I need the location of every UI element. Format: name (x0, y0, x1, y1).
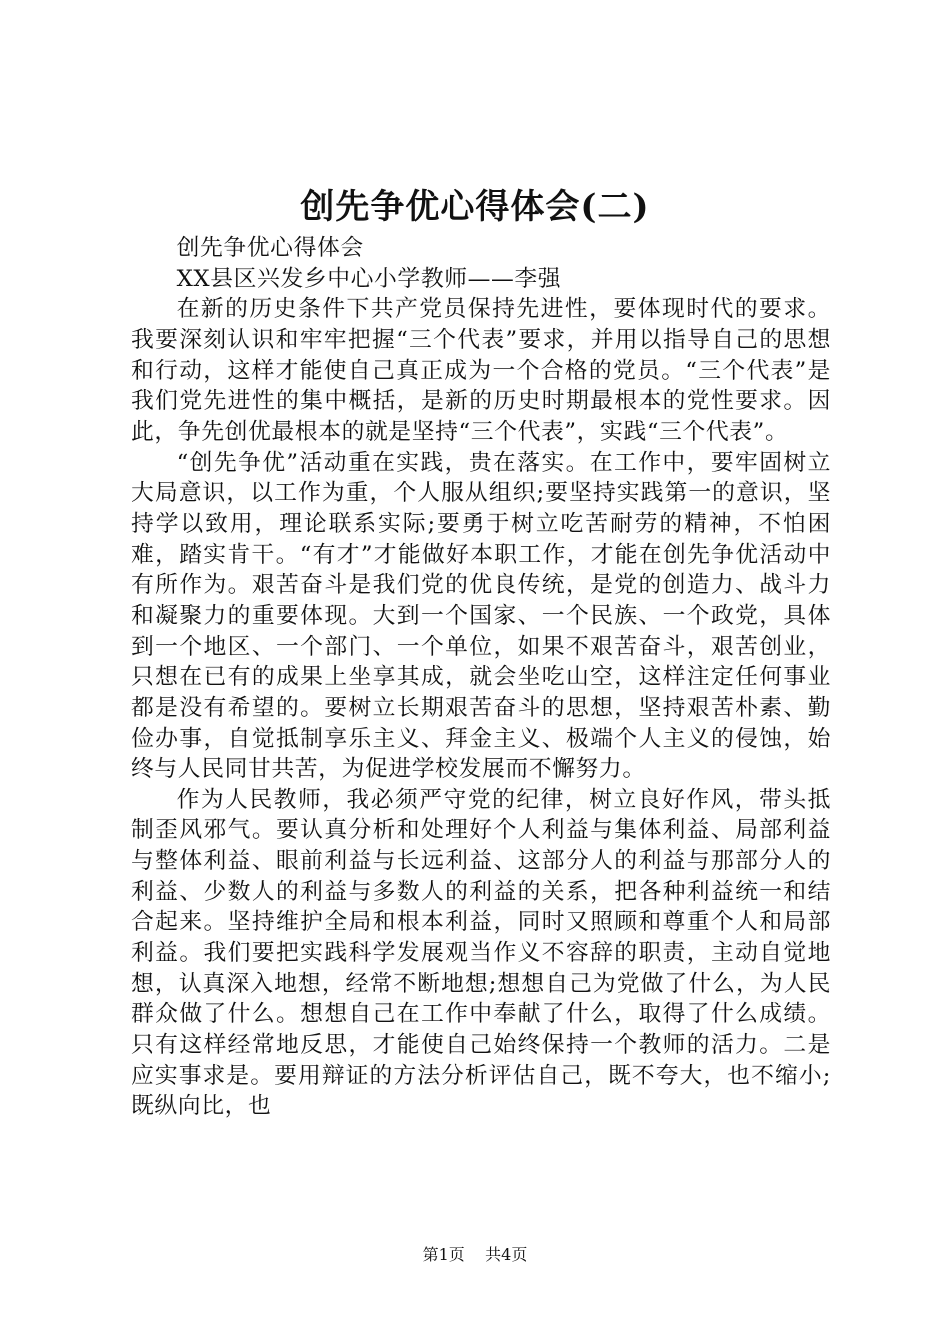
author-line: XX县区兴发乡中心小学教师——李强 (176, 265, 562, 292)
paragraph-1: 在新的历史条件下共产党员保持先进性，要体现时代的要求。我要深刻认识和牢牢把握“三个代表”要求，并用以指导自己的思想和行动，这样才能使自己真正成为一个合格的党员。“三个代表”是我们党先进性的集中概括，是新的历史时期最根本的党性要求。因此，争先创优最根本的就是坚持“三个代表”，实践“三个代表”。 (131, 296, 831, 445)
page-footer (0, 1244, 950, 1266)
subtitle-line: 创先争优心得体会 (176, 235, 364, 261)
document-body (131, 233, 831, 1122)
document-title: 创先争优心得体会(二) (300, 187, 650, 227)
page-number: 第1页 (422, 1245, 465, 1264)
page-total: 共4页 (485, 1245, 528, 1264)
paragraph-3: 作为人民教师，我必须严守党的纪律，树立良好作风，带头抵制歪风邪气。要认真分析和处理好个人利益与集体利益、局部利益与整体利益、眼前利益与长远利益、这部分人的利益与那部分人的利益、少数人的利益与多数人的利益的关系，把各种利益统一和结合起来。坚持维护全局和根本利益，同时又照顾和尊重个人和局部利益。我们要把实践科学发展观当作义不容辞的职责，主动自觉地想，认真深入地想，经常不断地想;想想自己为党做了什么，为人民群众做了什么。想想自己在工作中奉献了什么，取得了什么成绩。只有这样经常地反思，才能使自己始终保持一个教师的活力。二是应实事求是。要用辩证的方法分析评估自己，既不夸大，也不缩小;既纵向比，也 (131, 786, 831, 1120)
paragraph-2: “创先争优”活动重在实践，贵在落实。在工作中，要牢固树立大局意识，以工作为重，个人服从组织;要坚持实践第一的意识，坚持学以致用，理论联系实际;要勇于树立吃苦耐劳的精神，不怕困难，踏实肯干。“有才”才能做好本职工作，才能在创先争优活动中有所作为。艰苦奋斗是我们党的优良传统，是党的创造力、战斗力和凝聚力的重要体现。大到一个国家、一个民族、一个政党，具体到一个地区、一个部门、一个单位，如果不艰苦奋斗，艰苦创业，只想在已有的成果上坐享其成，就会坐吃山空，这样注定任何事业都是没有希望的。要树立长期艰苦奋斗的思想，坚持艰苦朴素、勤俭办事，自觉抵制享乐主义、拜金主义、极端个人主义的侵蚀，始终与人民同甘共苦，为促进学校发展而不懈努力。 (131, 449, 831, 783)
footer-spacer (470, 1245, 480, 1264)
